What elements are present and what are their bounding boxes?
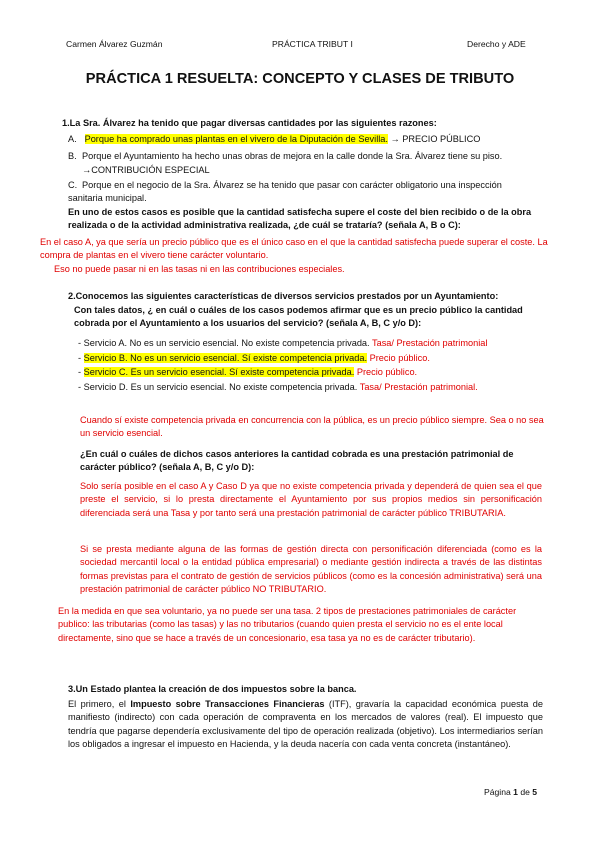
q2-number: 2. bbox=[68, 291, 76, 301]
q2-statement-text: Conocemos las siguientes características de diversos servicios prestados por un Ayuntamiento: bbox=[75, 291, 499, 301]
header-degree: Derecho y ADE bbox=[467, 39, 526, 49]
q2-service-a: - Servicio A. No es un servicio esencial. No existe competencia privada. Tasa/ Prestación patrimonial bbox=[78, 338, 488, 348]
q2-service-answer: Precio público. bbox=[356, 367, 418, 377]
q1-number: 1. bbox=[62, 118, 70, 128]
q3-tax-name: Impuesto sobre Transacciones Financieras bbox=[130, 699, 325, 709]
q3-statement bbox=[68, 683, 356, 696]
q2-service-answer: Tasa/ Prestación patrimonial. bbox=[359, 382, 478, 392]
q1-item-text: Porque el Ayuntamiento ha hecho unas obras de mejora en la calle donde la Sra. Álvarez tiene su piso. bbox=[82, 151, 503, 161]
page-title: PRÁCTICA 1 RESUELTA: CONCEPTO Y CLASES DE TRIBUTO bbox=[85, 71, 515, 87]
q2-statement bbox=[68, 290, 498, 303]
page-number bbox=[484, 786, 537, 798]
q3-number: 3. bbox=[68, 684, 76, 694]
q2-service-d: - Servicio D. Es un servicio esencial. No existe competencia privada. Tasa/ Prestación patrimonial. bbox=[78, 382, 478, 392]
q3-paragraph-text-2: (ITF), gravaría la capacidad económica puesta de manifiesto (indirecto) con cada operación de compraventa en los mercados de valores (real). El impuesto que tendría que pagarse dependería exclusivamente del tipo de operación realizada (objetivo). Los intermediarios serían los obligados a ingresar el impuesto en Hacienda, y la deuda nacería con cada venta concreta (instantáneo). bbox=[68, 699, 543, 750]
q1-item-answer: → PRECIO PÚBLICO bbox=[387, 134, 481, 144]
page-label: Página bbox=[484, 787, 511, 797]
q1-item-letter: C. bbox=[68, 180, 78, 190]
q2-service-answer: Precio público. bbox=[369, 353, 430, 363]
q2-service-text: Servicio B. No es un servicio esencial. Sí existe competencia privada. bbox=[83, 353, 368, 363]
q2-note: Cuando sí existe competencia privada en concurrencia con la pública, es un precio público siempre. Sea o no sea un servicio esencial. bbox=[80, 415, 544, 439]
q3-paragraph-text: El primero, el bbox=[68, 699, 131, 709]
q1-item-text: Porque en el negocio de la Sra. Álvarez se ha tenido que pasar con carácter obligatorio una inspección sanitaria municipal. bbox=[68, 180, 502, 204]
q1-answer-2: Eso no puede pasar ni en las tasas ni en las contribuciones especiales. bbox=[54, 264, 345, 274]
page-of: de bbox=[520, 787, 530, 797]
q2-subquestion: ¿En cuál o cuáles de dichos casos anteriores la cantidad cobrada es una prestación patrimonial de carácter público? (señala A, B, C y/o D): bbox=[80, 449, 514, 473]
q1-statement bbox=[62, 117, 437, 130]
q1-answer-1: En el caso A, ya que sería un precio público que es el único caso en el que la cantidad satisfecha puede superar el coste. La compra de plantas en el vivero tiene carácter voluntario. bbox=[40, 237, 548, 261]
q2-service-text: Servicio C. Es un servicio esencial. Sí existe competencia privada. bbox=[83, 367, 355, 377]
q2-service-c: - Servicio C. Es un servicio esencial. Sí existe competencia privada. Precio público. bbox=[78, 367, 418, 377]
header-course: PRÁCTICA TRIBUT I bbox=[272, 39, 353, 49]
page-current: 1 bbox=[513, 787, 518, 797]
q3-statement-text: Un Estado plantea la creación de dos impuestos sobre la banca. bbox=[75, 684, 357, 694]
q1-item-text: Porque ha comprado unas plantas en el vivero de la Diputación de Sevilla. bbox=[84, 134, 388, 144]
q1-item-b bbox=[68, 150, 548, 163]
q2-service-text: Servicio A. No es un servicio esencial. No existe competencia privada. bbox=[83, 338, 370, 348]
q2-answer-a: Solo sería posible en el caso A y Caso D ya que no existe competencia privada y dependerá de quien sea el que preste el servicio, si lo presta directamente el Ayuntamiento por sus propios medios sin personificación diferenciada será una Tasa y por tanto será una prestación patrimonial de carácter público TRIBUTARIA. bbox=[80, 481, 542, 518]
q1-item-letter: A. bbox=[68, 134, 77, 144]
q2-service-answer: Tasa/ Prestación patrimonial bbox=[372, 338, 488, 348]
page-total: 5 bbox=[532, 787, 538, 797]
q2-service-text: Servicio D. Es un servicio esencial. No existe competencia privada. bbox=[83, 382, 358, 392]
q1-item-letter: B. bbox=[68, 151, 77, 161]
q1-statement-text: La Sra. Álvarez ha tenido que pagar diversas cantidades por las siguientes razones: bbox=[69, 118, 437, 128]
q2-answer-c: En la medida en que sea voluntario, ya no puede ser una tasa. 2 tipos de prestaciones patrimoniales de carácter publico: las tributarias (como las tasas) y las no tributarios (cuando quien presta el servicio no es el ente local directamente, sino que se hace a través de un concesionario, esa tasa ya no es de carácter tributario). bbox=[58, 606, 517, 643]
q1-question: En uno de estos casos es posible que la cantidad satisfecha supere el coste del bien recibido o de la obra realizada o de la actividad administrativa realizada, ¿de cuál se trataría? (señala A, B o C): bbox=[68, 207, 532, 231]
q1-item-b-answer: →CONTRIBUCIÓN ESPECIAL bbox=[82, 165, 210, 175]
q3-paragraph bbox=[68, 698, 543, 751]
header-author: Carmen Álvarez Guzmán bbox=[66, 39, 163, 49]
q2-answer-b: Si se presta mediante alguna de las formas de gestión directa con personificación diferenciada (como es la sociedad mercantil local o la entidad pública empresarial) o mediante gestión indirecta a través de las distintas formas previstas para el contrato de gestión de servicios públicos (como es la concesión administrativa) será una prestación patrimonial de carácter público NO TRIBUTARIO. bbox=[80, 544, 542, 595]
q2-service-b: - Servicio B. No es un servicio esencial. Sí existe competencia privada. Precio público. bbox=[78, 353, 430, 363]
q1-item-c bbox=[68, 179, 538, 206]
q1-item-a bbox=[68, 133, 480, 146]
q2-question: Con tales datos, ¿ en cuál o cuáles de los casos podemos afirmar que es un precio público la cantidad cobrada por el Ayuntamiento a los usuarios del servicio? (señala A, B, C y/o D): bbox=[74, 305, 523, 329]
